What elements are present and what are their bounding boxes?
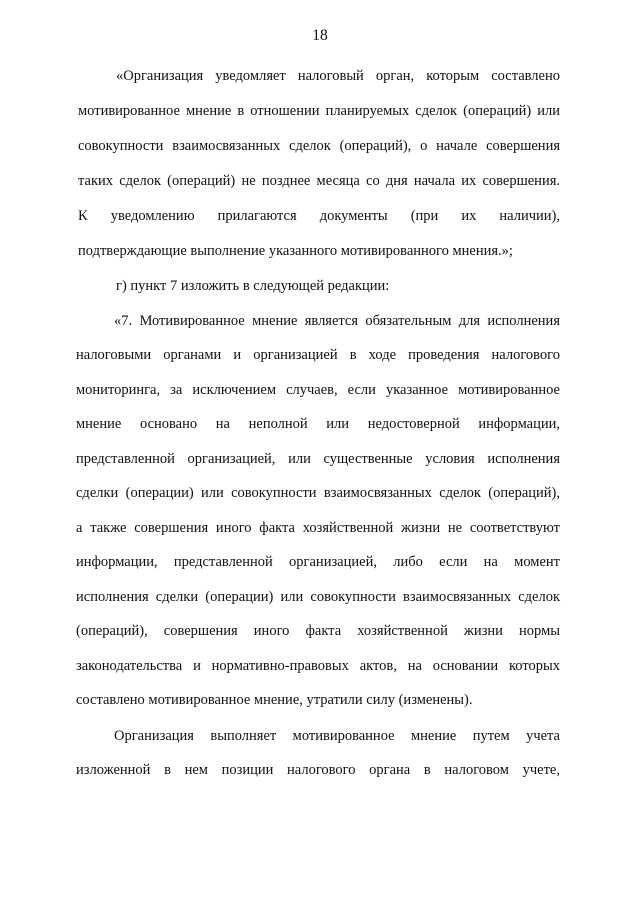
text-line: Организация выполняет мотивированное мнение путем учета xyxy=(114,728,560,744)
page-number: 18 xyxy=(312,27,328,44)
text-line: изложенной в нем позиции налогового органа в налоговом учете, xyxy=(76,762,560,778)
text-line: а также совершения иного факта хозяйственной жизни не соответствуют xyxy=(76,520,560,536)
text-line: представленной организацией, или существенные условия исполнения xyxy=(76,451,560,467)
text-line: сделки (операции) или совокупности взаимосвязанных сделок (операций), xyxy=(76,485,560,501)
text-line: г) пункт 7 изложить в следующей редакции: xyxy=(116,278,390,294)
text-line: информации, представленной организацией, либо если на момент xyxy=(76,554,560,570)
text-line: совокупности взаимосвязанных сделок (операций), о начале совершения xyxy=(78,138,560,154)
text-line: мнение основано на неполной или недостоверной информации, xyxy=(76,416,560,432)
text-line: (операций), совершения иного факта хозяйственной жизни нормы xyxy=(76,623,560,639)
text-line: мониторинга, за исключением случаев, если указанное мотивированное xyxy=(76,382,560,398)
text-line: исполнения сделки (операции) или совокупности взаимосвязанных сделок xyxy=(76,589,560,605)
text-line: «Организация уведомляет налоговый орган, которым составлено xyxy=(116,68,560,84)
text-line: подтверждающие выполнение указанного мотивированного мнения.»; xyxy=(78,243,513,259)
text-line: мотивированное мнение в отношении планируемых сделок (операций) или xyxy=(78,103,560,119)
text-line: таких сделок (операций) не позднее месяца со дня начала их совершения. xyxy=(78,173,560,189)
text-line: составлено мотивированное мнение, утратили силу (изменены). xyxy=(76,692,473,708)
text-line: налоговыми органами и организацией в ходе проведения налогового xyxy=(76,347,560,363)
text-line: К уведомлению прилагаются документы (при их наличии), xyxy=(78,208,560,224)
text-line: законодательства и нормативно-правовых актов, на основании которых xyxy=(76,658,560,674)
text-line: «7. Мотивированное мнение является обязательным для исполнения xyxy=(114,313,560,329)
